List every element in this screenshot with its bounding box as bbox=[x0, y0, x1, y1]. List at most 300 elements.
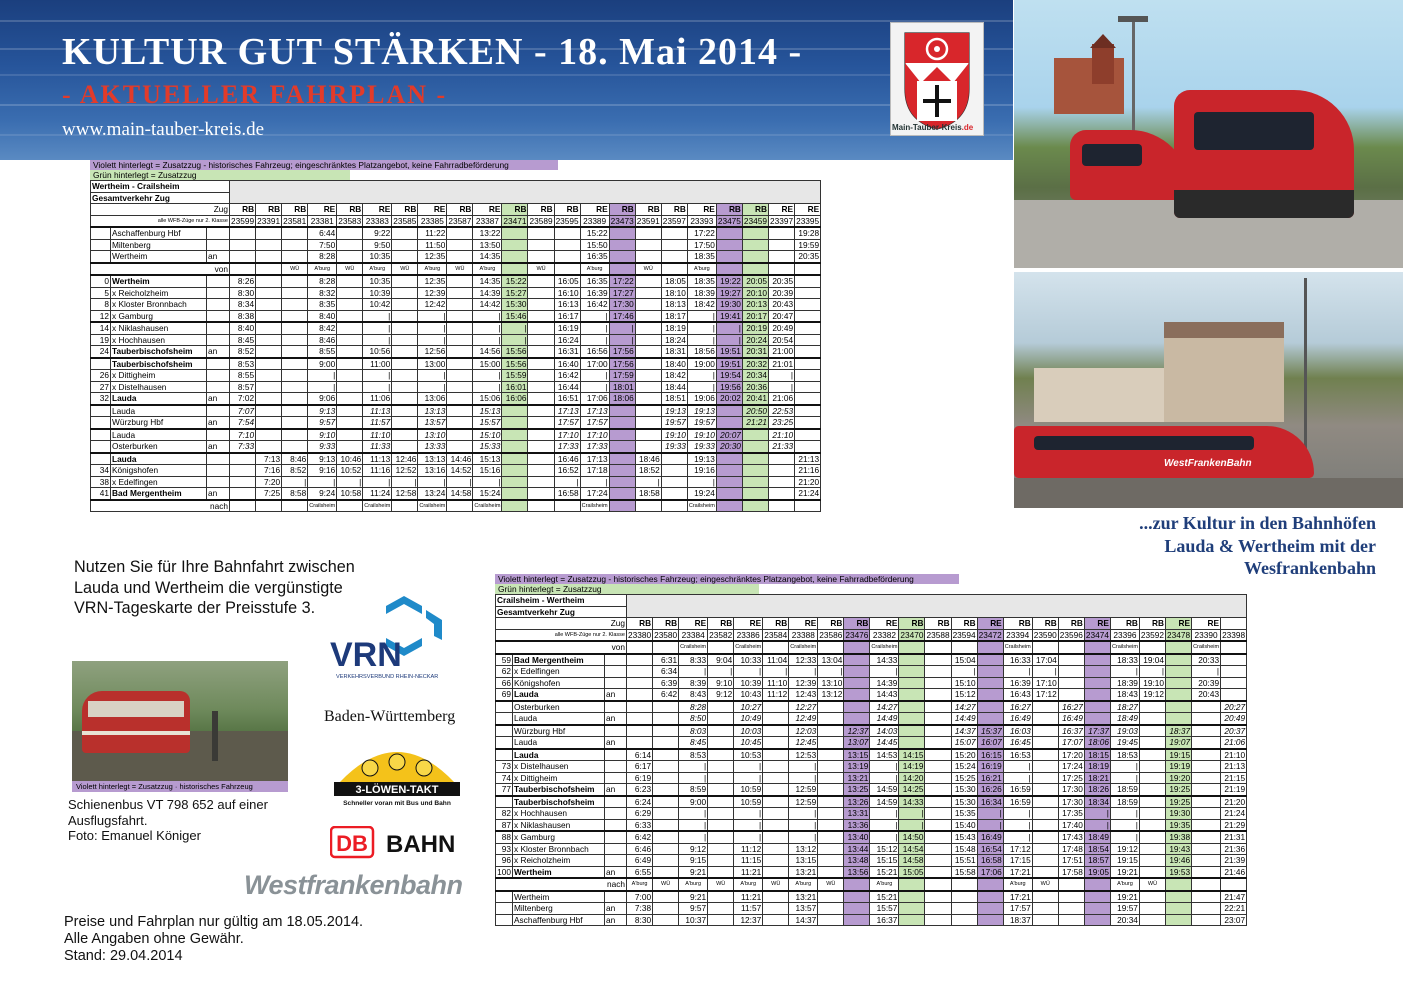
time-cell bbox=[769, 465, 795, 477]
km-cell: 66 bbox=[496, 677, 513, 689]
station-name: x Edelfingen bbox=[111, 476, 207, 488]
time-cell: | bbox=[708, 666, 734, 678]
time-cell: 11:21 bbox=[734, 891, 763, 903]
time-cell: 12:35 bbox=[418, 275, 447, 287]
km-cell: 59 bbox=[496, 654, 513, 666]
time-cell bbox=[661, 453, 687, 465]
time-cell: 20:36 bbox=[742, 381, 768, 393]
direction-cell: Crailsheim bbox=[1003, 641, 1032, 654]
direction-cell: A'burg bbox=[418, 263, 447, 276]
train-type: RB bbox=[661, 204, 687, 216]
time-cell bbox=[337, 227, 363, 239]
time-cell: 13:00 bbox=[418, 358, 447, 370]
time-cell bbox=[528, 346, 554, 358]
time-cell bbox=[1032, 808, 1058, 820]
direction-cell: Crailsheim bbox=[789, 641, 818, 654]
time-cell bbox=[554, 251, 580, 263]
time-cell bbox=[528, 441, 554, 453]
time-cell: 15:20 bbox=[951, 749, 977, 761]
time-cell bbox=[1058, 666, 1084, 678]
station-name: Lauda bbox=[111, 405, 207, 417]
km-cell: 69 bbox=[496, 689, 513, 701]
time-cell bbox=[899, 666, 925, 678]
time-cell bbox=[925, 689, 951, 701]
direction-cell bbox=[1166, 878, 1192, 891]
time-cell: | bbox=[580, 310, 609, 322]
direction-cell bbox=[1221, 641, 1247, 654]
time-cell bbox=[925, 737, 951, 749]
time-cell bbox=[256, 251, 282, 263]
time-cell bbox=[392, 429, 418, 441]
time-cell: 10:52 bbox=[337, 465, 363, 477]
time-cell: 8:55 bbox=[308, 346, 337, 358]
time-cell: 13:21 bbox=[789, 891, 818, 903]
time-cell: 13:13 bbox=[418, 405, 447, 417]
page-title: KULTUR GUT STÄRKEN - 18. Mai 2014 - bbox=[62, 31, 803, 73]
time-cell: | bbox=[789, 761, 818, 773]
direction-cell: A'burg bbox=[580, 263, 609, 276]
vrn-logo bbox=[330, 596, 462, 680]
time-cell bbox=[230, 251, 256, 263]
time-cell: 19:30 bbox=[1166, 808, 1192, 820]
train-number: 23470 bbox=[900, 629, 924, 640]
time-cell: | bbox=[502, 322, 528, 334]
direction-cell: Crailsheim bbox=[308, 500, 337, 512]
time-cell bbox=[716, 417, 742, 429]
time-cell: 13:15 bbox=[789, 855, 818, 867]
time-cell: 16:44 bbox=[554, 381, 580, 393]
time-cell bbox=[609, 453, 635, 465]
time-cell bbox=[528, 393, 554, 405]
time-cell: 10:35 bbox=[363, 275, 392, 287]
an-marker bbox=[207, 358, 230, 370]
train-number: 23478 bbox=[1167, 629, 1191, 640]
time-cell: 20:37 bbox=[1221, 725, 1247, 737]
time-cell bbox=[609, 476, 635, 488]
km-cell: 100 bbox=[497, 866, 511, 877]
time-cell: 19:45 bbox=[1110, 737, 1139, 749]
time-cell bbox=[716, 239, 742, 251]
legend-violet: Violett hinterlegt = Zusatzzug - historisches Fahrzeug; eingeschränktes Platzangebot, keine Fahrradbeförderung bbox=[90, 160, 558, 170]
time-cell bbox=[282, 310, 308, 322]
time-cell: 8:33 bbox=[679, 654, 708, 666]
time-cell: 14:52 bbox=[447, 465, 473, 477]
time-cell bbox=[528, 322, 554, 334]
time-cell: | bbox=[870, 819, 899, 831]
time-cell: 17:24 bbox=[1058, 761, 1084, 773]
time-cell: 13:21 bbox=[789, 866, 818, 878]
km-cell: 34 bbox=[91, 465, 111, 477]
station-name: Lauda bbox=[513, 689, 605, 701]
time-cell: 21:13 bbox=[795, 453, 821, 465]
time-cell bbox=[844, 689, 870, 701]
time-cell bbox=[447, 429, 473, 441]
time-cell: | bbox=[679, 666, 708, 678]
time-cell: 15:15 bbox=[870, 855, 899, 867]
time-cell bbox=[951, 903, 977, 915]
time-cell: 8:30 bbox=[627, 914, 653, 926]
train-number: 23583 bbox=[338, 215, 362, 226]
time-cell bbox=[1032, 891, 1058, 903]
time-cell bbox=[1084, 891, 1110, 903]
website-link[interactable]: www.main-tauber-kreis.de bbox=[62, 119, 265, 140]
time-cell: 16:21 bbox=[977, 772, 1003, 784]
time-cell bbox=[1058, 903, 1084, 915]
time-cell: 17:13 bbox=[580, 405, 609, 417]
time-cell: 19:38 bbox=[1166, 831, 1192, 843]
time-cell: 19:24 bbox=[687, 488, 716, 500]
time-cell: 15:12 bbox=[870, 843, 899, 855]
time-cell: | bbox=[418, 322, 447, 334]
time-cell bbox=[1032, 866, 1058, 878]
time-cell bbox=[1192, 749, 1221, 761]
time-cell bbox=[1192, 808, 1221, 820]
time-cell: | bbox=[870, 831, 899, 843]
time-cell: 19:43 bbox=[1166, 843, 1192, 855]
time-cell: | bbox=[418, 334, 447, 346]
train-number: 23471 bbox=[503, 215, 527, 226]
time-cell: 15:24 bbox=[473, 488, 502, 500]
time-cell bbox=[661, 476, 687, 488]
time-cell: 12:59 bbox=[789, 796, 818, 808]
train-type: RB bbox=[742, 204, 768, 216]
an-marker bbox=[207, 310, 230, 322]
time-cell bbox=[282, 239, 308, 251]
time-cell: 6:55 bbox=[627, 866, 653, 878]
time-cell bbox=[635, 275, 661, 287]
time-cell: 22:53 bbox=[769, 405, 795, 417]
train-number: 23390 bbox=[1192, 629, 1221, 641]
time-cell: 18:59 bbox=[1110, 796, 1139, 808]
time-cell: 8:28 bbox=[308, 275, 337, 287]
an-marker bbox=[207, 322, 230, 334]
time-cell bbox=[795, 405, 821, 417]
time-cell: 19:57 bbox=[1110, 903, 1139, 915]
time-cell bbox=[708, 725, 734, 737]
time-cell: | bbox=[679, 819, 708, 831]
time-cell: 21:24 bbox=[1221, 808, 1247, 820]
time-cell: 14:46 bbox=[447, 453, 473, 465]
km-cell: 73 bbox=[496, 761, 513, 773]
time-cell bbox=[635, 417, 661, 429]
time-cell bbox=[230, 227, 256, 239]
time-cell: 9:21 bbox=[679, 866, 708, 878]
time-cell: 12:33 bbox=[789, 654, 818, 666]
direction-cell bbox=[661, 500, 687, 512]
time-cell: 20:13 bbox=[742, 299, 768, 311]
time-cell bbox=[528, 251, 554, 263]
time-cell bbox=[1032, 831, 1058, 843]
time-cell bbox=[609, 227, 635, 239]
time-cell: 18:44 bbox=[661, 381, 687, 393]
route-subtitle: Gesamtverkehr Zug bbox=[91, 192, 230, 204]
time-cell: 8:34 bbox=[230, 299, 256, 311]
time-cell: | bbox=[418, 370, 447, 382]
time-cell: 14:35 bbox=[473, 275, 502, 287]
km-cell: 88 bbox=[496, 831, 513, 843]
km-cell: 41 bbox=[91, 488, 111, 500]
time-cell bbox=[795, 381, 821, 393]
time-cell: | bbox=[679, 761, 708, 773]
time-cell: 18:15 bbox=[1084, 749, 1110, 761]
time-cell: 18:17 bbox=[661, 310, 687, 322]
km-cell: 8 bbox=[91, 299, 111, 311]
time-cell: 19:19 bbox=[1166, 761, 1192, 773]
km-cell: 19 bbox=[91, 334, 111, 346]
time-cell bbox=[282, 251, 308, 263]
time-cell bbox=[769, 239, 795, 251]
an-marker: an bbox=[207, 488, 230, 500]
time-cell: 20:43 bbox=[1192, 689, 1221, 701]
time-cell bbox=[609, 429, 635, 441]
time-cell: 18:34 bbox=[1084, 796, 1110, 808]
time-cell: 17:30 bbox=[609, 299, 635, 311]
km-cell bbox=[91, 453, 111, 465]
time-cell: 18:59 bbox=[1110, 784, 1139, 796]
timetable-wertheim-crailsheim bbox=[90, 160, 821, 512]
time-cell: 16:56 bbox=[580, 346, 609, 358]
an-marker bbox=[605, 796, 627, 808]
time-cell bbox=[256, 381, 282, 393]
time-cell: 19:06 bbox=[687, 393, 716, 405]
time-cell: 14:58 bbox=[447, 488, 473, 500]
train-type: RE bbox=[363, 204, 392, 216]
time-cell: 18:06 bbox=[609, 393, 635, 405]
time-cell: 10:37 bbox=[679, 914, 708, 926]
time-cell: | bbox=[1003, 772, 1032, 784]
time-cell: 15:50 bbox=[580, 239, 609, 251]
time-cell: 20:24 bbox=[742, 334, 768, 346]
direction-cell: A'burg bbox=[363, 263, 392, 276]
price-note: Preise und Fahrplan nur gültig am 18.05.2014. Alle Angaben ohne Gewähr. Stand: 29.04.2014 bbox=[64, 914, 364, 964]
time-cell: 12:46 bbox=[392, 453, 418, 465]
time-cell: 17:22 bbox=[609, 275, 635, 287]
an-marker bbox=[207, 381, 230, 393]
time-cell bbox=[925, 784, 951, 796]
time-cell: 15:56 bbox=[502, 346, 528, 358]
train-number: 23398 bbox=[1222, 629, 1246, 640]
train-type: RB bbox=[1139, 618, 1165, 630]
time-cell: 10:35 bbox=[363, 251, 392, 263]
time-cell: 16:13 bbox=[554, 299, 580, 311]
time-cell: 16:37 bbox=[1058, 725, 1084, 737]
time-cell: | bbox=[1110, 808, 1139, 820]
time-cell bbox=[844, 701, 870, 713]
time-cell bbox=[1084, 914, 1110, 926]
time-cell bbox=[1032, 796, 1058, 808]
route-title: Wertheim - Crailsheim bbox=[91, 181, 230, 193]
header-spacer bbox=[627, 595, 1247, 618]
time-cell bbox=[742, 429, 768, 441]
time-cell: 18:24 bbox=[661, 334, 687, 346]
time-cell: | bbox=[734, 666, 763, 678]
time-cell bbox=[528, 299, 554, 311]
train-number: 23584 bbox=[764, 629, 788, 640]
direction-cell bbox=[742, 500, 768, 512]
time-cell bbox=[502, 453, 528, 465]
time-cell bbox=[708, 866, 734, 878]
time-cell bbox=[653, 737, 679, 749]
km-cell: 14 bbox=[91, 322, 111, 334]
train-type: RE bbox=[687, 204, 716, 216]
time-cell bbox=[1084, 654, 1110, 666]
time-cell: 8:46 bbox=[282, 453, 308, 465]
time-cell bbox=[256, 429, 282, 441]
time-cell: 17:57 bbox=[554, 417, 580, 429]
time-cell: 15:51 bbox=[951, 855, 977, 867]
time-cell bbox=[818, 914, 844, 926]
time-cell: 18:27 bbox=[1110, 701, 1139, 713]
time-cell: 19:10 bbox=[661, 429, 687, 441]
time-cell: 18:56 bbox=[687, 346, 716, 358]
time-cell bbox=[1166, 891, 1192, 903]
time-cell bbox=[951, 891, 977, 903]
time-cell: 18:37 bbox=[1003, 914, 1032, 926]
time-cell: 14:19 bbox=[899, 761, 925, 773]
time-cell: 21:15 bbox=[1221, 772, 1247, 784]
time-cell: 7:50 bbox=[308, 239, 337, 251]
train-type: RE bbox=[679, 618, 708, 630]
direction-cell bbox=[716, 500, 742, 512]
time-cell: 9:13 bbox=[308, 453, 337, 465]
time-cell bbox=[795, 299, 821, 311]
time-cell bbox=[256, 346, 282, 358]
time-cell: 15:40 bbox=[951, 819, 977, 831]
station-name: x Distelhausen bbox=[111, 381, 207, 393]
route-title: Crailsheim - Wertheim bbox=[496, 595, 627, 607]
time-cell bbox=[708, 808, 734, 820]
time-cell: | bbox=[609, 322, 635, 334]
time-cell: | bbox=[1110, 761, 1139, 773]
time-cell bbox=[282, 393, 308, 405]
an-marker: an bbox=[605, 784, 627, 796]
time-cell: 16:19 bbox=[554, 322, 580, 334]
time-cell: 11:13 bbox=[363, 405, 392, 417]
time-cell: 17:04 bbox=[1032, 654, 1058, 666]
direction-cell bbox=[925, 641, 951, 654]
time-cell: | bbox=[473, 322, 502, 334]
time-cell: 10:59 bbox=[734, 784, 763, 796]
time-cell: 18:57 bbox=[1084, 855, 1110, 867]
direction-cell bbox=[627, 641, 653, 654]
time-cell bbox=[1084, 666, 1110, 678]
train-number: 23459 bbox=[743, 215, 767, 226]
time-cell: 6:23 bbox=[627, 784, 653, 796]
railbus-description: Schienenbus VT 798 652 auf einer Ausflugsfahrt. Foto: Emanuel Königer bbox=[68, 797, 268, 843]
time-cell: 9:57 bbox=[679, 903, 708, 915]
direction-cell bbox=[769, 263, 795, 276]
time-cell: 13:33 bbox=[418, 441, 447, 453]
time-cell: 10:39 bbox=[734, 677, 763, 689]
time-cell bbox=[1166, 654, 1192, 666]
station-name: Lauda bbox=[513, 737, 605, 749]
crest-label: Main-Tauber-Kreis.de bbox=[892, 123, 974, 132]
time-cell bbox=[337, 393, 363, 405]
time-cell bbox=[763, 808, 789, 820]
time-cell bbox=[925, 903, 951, 915]
time-cell: 16:58 bbox=[977, 855, 1003, 867]
time-cell: 11:16 bbox=[363, 465, 392, 477]
time-cell bbox=[818, 772, 844, 784]
time-cell: 18:54 bbox=[1084, 843, 1110, 855]
direction-cell bbox=[1084, 641, 1110, 654]
direction-cell bbox=[1192, 878, 1221, 891]
time-cell: 16:58 bbox=[554, 488, 580, 500]
time-cell: 16:49 bbox=[1003, 713, 1032, 725]
time-cell bbox=[256, 370, 282, 382]
time-cell: 11:50 bbox=[418, 239, 447, 251]
time-cell bbox=[282, 299, 308, 311]
time-cell bbox=[502, 405, 528, 417]
route-subtitle: Gesamtverkehr Zug bbox=[496, 606, 627, 618]
time-cell bbox=[635, 299, 661, 311]
direction-cell: WÜ bbox=[1139, 878, 1165, 891]
time-cell: 15:57 bbox=[870, 903, 899, 915]
station-name: Würzburg Hbf bbox=[111, 417, 207, 429]
time-cell: 19:13 bbox=[661, 405, 687, 417]
time-cell: 16:27 bbox=[1003, 701, 1032, 713]
time-cell: 16:19 bbox=[977, 761, 1003, 773]
direction-cell: A'burg bbox=[870, 878, 899, 891]
time-cell bbox=[763, 819, 789, 831]
time-cell bbox=[977, 677, 1003, 689]
time-cell: 8:50 bbox=[679, 713, 708, 725]
time-cell: | bbox=[1032, 666, 1058, 678]
time-cell: 11:12 bbox=[763, 689, 789, 701]
time-cell bbox=[925, 866, 951, 878]
time-cell: 9:00 bbox=[308, 358, 337, 370]
km-cell: 12 bbox=[91, 310, 111, 322]
time-cell bbox=[1139, 819, 1165, 831]
time-cell bbox=[653, 808, 679, 820]
time-cell bbox=[818, 701, 844, 713]
time-cell bbox=[447, 227, 473, 239]
time-cell bbox=[1032, 843, 1058, 855]
time-cell bbox=[661, 465, 687, 477]
time-cell: 10:58 bbox=[337, 488, 363, 500]
time-cell bbox=[818, 819, 844, 831]
time-cell bbox=[256, 227, 282, 239]
time-cell: 11:15 bbox=[734, 855, 763, 867]
time-cell bbox=[653, 796, 679, 808]
time-cell: 19:10 bbox=[687, 429, 716, 441]
time-cell: 13:10 bbox=[818, 677, 844, 689]
time-cell bbox=[282, 334, 308, 346]
time-cell bbox=[1032, 903, 1058, 915]
time-cell: 18:19 bbox=[1084, 761, 1110, 773]
km-cell: 77 bbox=[496, 784, 513, 796]
time-cell: 17:10 bbox=[1032, 677, 1058, 689]
train-number: 23595 bbox=[555, 215, 579, 226]
time-cell bbox=[635, 334, 661, 346]
time-cell: 8:58 bbox=[282, 488, 308, 500]
train-number: 23393 bbox=[687, 215, 716, 227]
time-cell: 10:03 bbox=[734, 725, 763, 737]
time-cell: 8:52 bbox=[230, 346, 256, 358]
time-cell: 15:05 bbox=[899, 866, 925, 878]
time-cell bbox=[1139, 796, 1165, 808]
time-cell: 19:10 bbox=[1139, 677, 1165, 689]
time-cell bbox=[1192, 713, 1221, 725]
time-cell bbox=[977, 701, 1003, 713]
train-type: RB bbox=[392, 204, 418, 216]
time-cell bbox=[925, 819, 951, 831]
time-cell bbox=[708, 701, 734, 713]
time-cell bbox=[528, 488, 554, 500]
direction-cell: WÜ bbox=[528, 263, 554, 276]
time-cell bbox=[763, 914, 789, 926]
time-cell: | bbox=[977, 819, 1003, 831]
